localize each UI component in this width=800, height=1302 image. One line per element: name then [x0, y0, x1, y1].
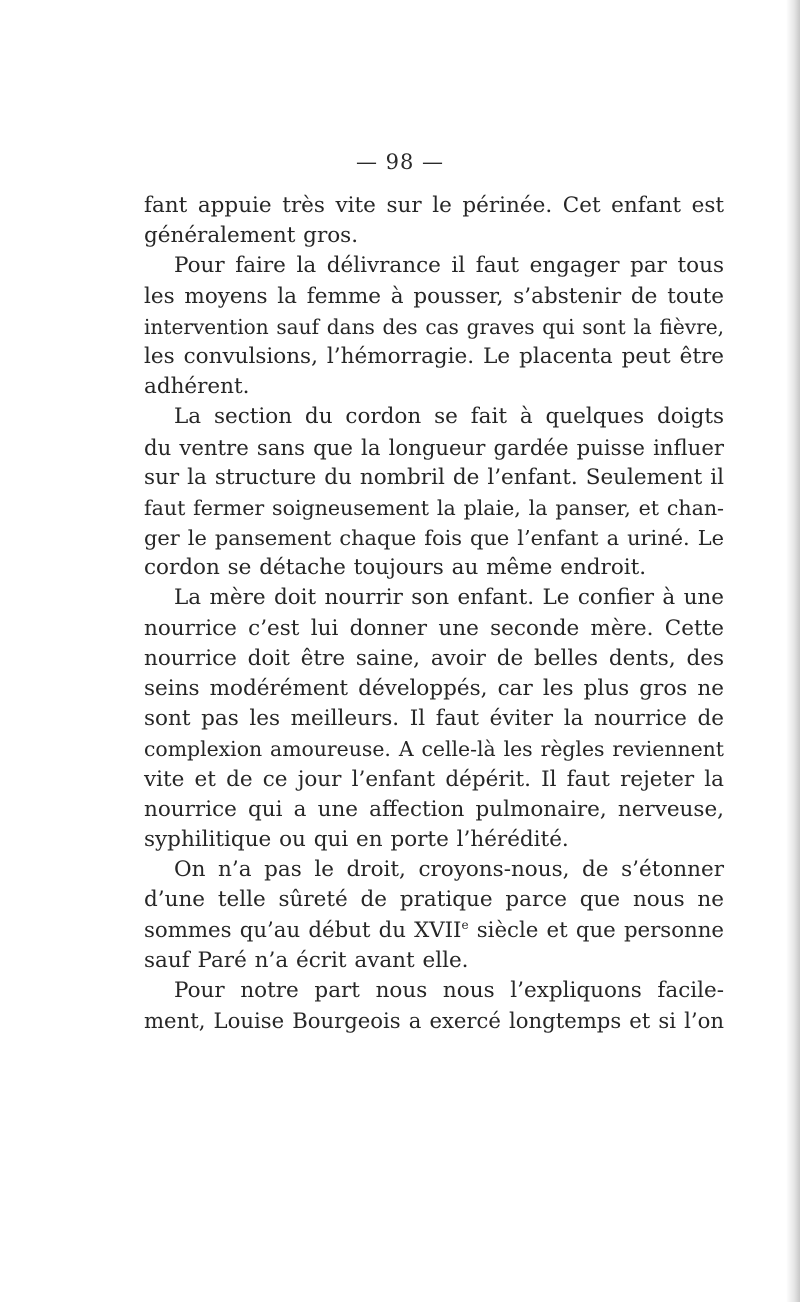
text-line [144, 614, 724, 644]
text-line-content: adhérent. [144, 374, 250, 400]
text-line [144, 704, 724, 734]
text-line [144, 402, 724, 432]
text-line [144, 433, 724, 463]
text-line [144, 282, 724, 312]
text-line [144, 1006, 724, 1036]
text-line-content: les convulsions, l’hémorragie. Le placenta peut être [144, 343, 724, 369]
text-line-content: Pour faire la délivrance il faut engager par tous [174, 253, 724, 279]
text-line [144, 916, 724, 946]
text-line-content: fant appuie très vite sur le périnée. Cet enfant est [144, 193, 724, 218]
text-line [144, 553, 724, 583]
text-line [144, 493, 724, 523]
text-line-content: sur la structure du nombril de l’enfant. Seulement il [144, 464, 724, 490]
page-number: — 98 — [355, 150, 445, 174]
text-line-content: généralement gros. [144, 223, 359, 249]
text-line-content: vite et de ce jour l’enfant dépérit. Il faut rejeter la [144, 766, 724, 792]
text-line [144, 221, 724, 251]
text-line-content: complexion amoureuse. A celle-là les règles reviennent [144, 737, 724, 762]
text-line [144, 372, 724, 402]
text-line [144, 583, 724, 613]
text-line-content: nourrice c’est lui donner une seconde mère. Cette [144, 615, 724, 641]
text-line-content: cordon se détache toujours au même endroit. [144, 555, 647, 581]
page-edge-shadow [786, 0, 800, 1302]
text-line-content: du ventre sans que la longueur gardée puisse influer [144, 434, 724, 460]
text-line-content: sommes qu’au début du XVII [144, 917, 462, 943]
text-line-content: les moyens la femme à pousser, s’abstenir de toute [144, 283, 724, 309]
text-line-content: sauf Paré n’a écrit avant elle. [144, 947, 469, 973]
text-line [144, 644, 724, 674]
body-text [144, 191, 724, 1036]
text-line-content: On n’a pas le droit, croyons-nous, de s’étonner [174, 857, 724, 883]
text-line-content: syphilitique ou qui en porte l’hérédité. [144, 826, 569, 852]
text-line [144, 885, 724, 915]
text-line-content: ger le pansement chaque fois que l’enfant a uriné. Le [144, 526, 724, 551]
text-line [144, 251, 724, 281]
text-line-content: nourrice qui a une affection pulmonaire, nerveuse, [144, 796, 724, 822]
text-line [144, 765, 724, 795]
superscript: e [461, 917, 469, 932]
text-line [144, 523, 724, 553]
text-line [144, 825, 724, 855]
text-line [144, 312, 724, 342]
text-line-content: La mère doit nourrir son enfant. Le confier à une [174, 585, 724, 611]
text-line-content: Pour notre part nous nous l’expliquons facile- [174, 977, 724, 1003]
text-line [144, 946, 724, 976]
text-line [144, 976, 724, 1006]
text-line-content: seins modérément développés, car les plus gros ne [144, 676, 724, 701]
text-line [144, 463, 724, 493]
text-line-content: nourrice doit être saine, avoir de belles dents, des [144, 645, 724, 671]
text-line [144, 191, 724, 221]
text-line-content: La section du cordon se fait à quelques doigts [174, 404, 724, 430]
text-line-content: faut fermer soigneusement la plaie, la panser, et chan- [144, 495, 724, 520]
text-line [144, 734, 724, 764]
text-line-content: d’une telle sûreté de pratique parce que nous ne [144, 887, 724, 913]
text-line-continuation: siècle et que personne [468, 917, 725, 943]
text-line [144, 795, 724, 825]
text-line [144, 855, 724, 885]
text-line-content: ment, Louise Bourgeois a exercé longtemps et si l’on [144, 1008, 724, 1034]
text-line [144, 674, 724, 704]
text-line-content: intervention sauf dans des cas graves qui sont la fièvre, [144, 314, 724, 339]
text-line-content: sont pas les meilleurs. Il faut éviter la nourrice de [144, 706, 724, 732]
text-line [144, 342, 724, 372]
